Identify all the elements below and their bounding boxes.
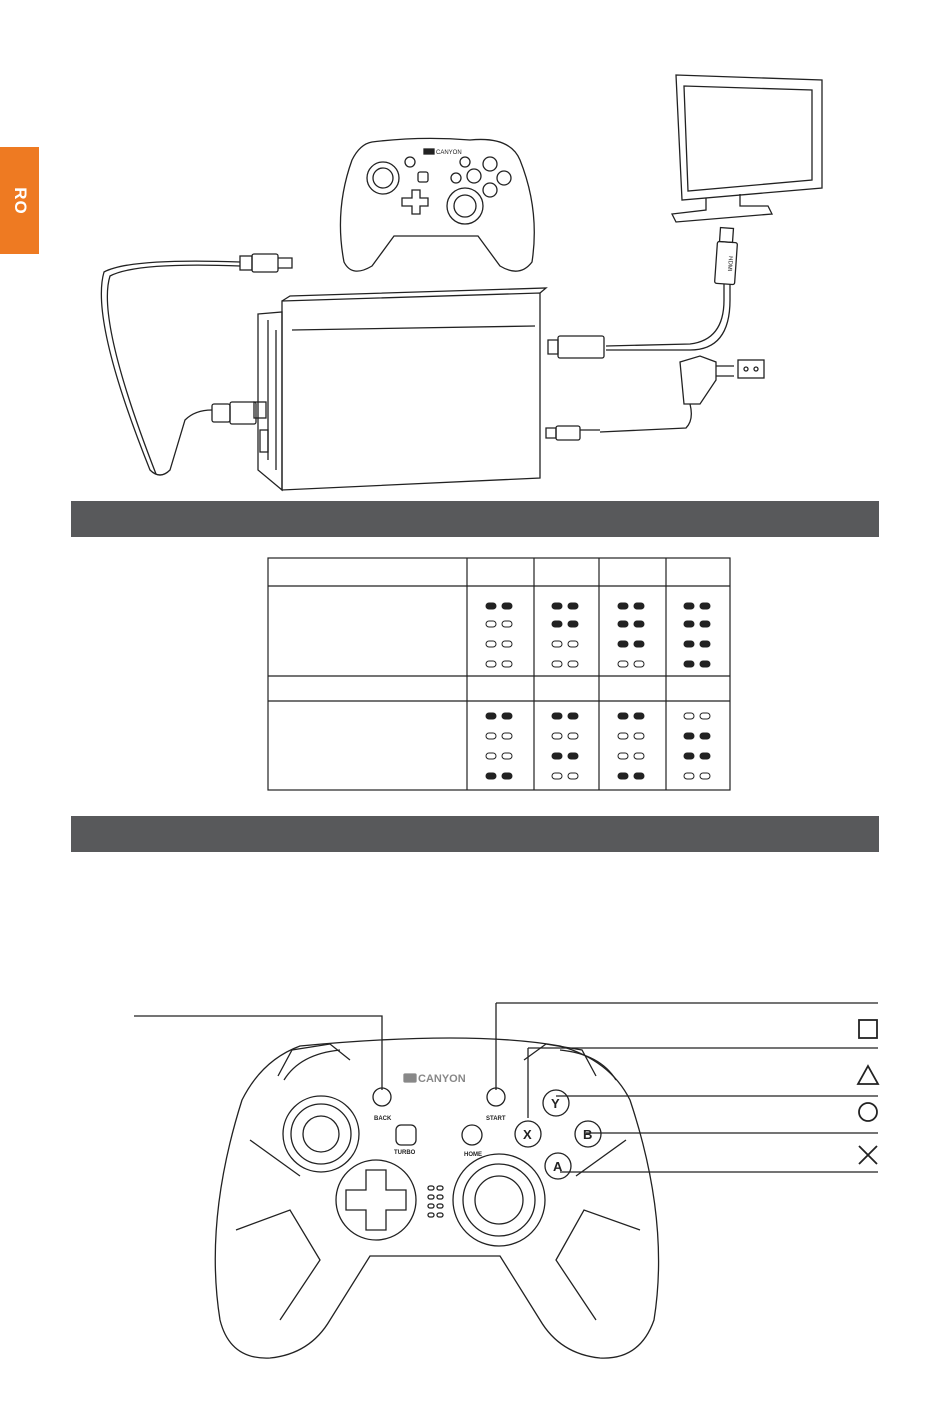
back-label: BACK xyxy=(374,1116,392,1122)
y-button-label: Y xyxy=(551,1096,560,1111)
small-controller-brand: CANYON xyxy=(436,150,462,156)
large-controller-brand: CANYON xyxy=(418,1073,466,1085)
b-button-label: B xyxy=(583,1127,593,1142)
back-button xyxy=(373,1088,391,1106)
triangle-icon xyxy=(858,1066,878,1084)
turbo-button xyxy=(396,1125,416,1145)
cross-icon xyxy=(859,1146,877,1164)
leader-lines xyxy=(134,1003,878,1172)
language-tab-label: RO xyxy=(10,186,30,215)
x-button-label: X xyxy=(523,1127,532,1142)
square-icon xyxy=(859,1020,877,1038)
playstation-symbols xyxy=(858,1020,878,1164)
start-label: START xyxy=(486,1116,506,1122)
turbo-label: TURBO xyxy=(394,1150,416,1156)
circle-icon xyxy=(859,1103,877,1121)
home-button xyxy=(462,1125,482,1145)
hdmi-label: HDMI xyxy=(725,255,733,272)
start-button xyxy=(487,1088,505,1106)
large-controller xyxy=(215,1038,658,1358)
right-stick-ring xyxy=(453,1154,545,1246)
home-label: HOME xyxy=(464,1152,482,1158)
left-stick-ring xyxy=(283,1096,359,1172)
a-button-label: A xyxy=(553,1159,563,1174)
dpad-icon xyxy=(346,1170,406,1230)
